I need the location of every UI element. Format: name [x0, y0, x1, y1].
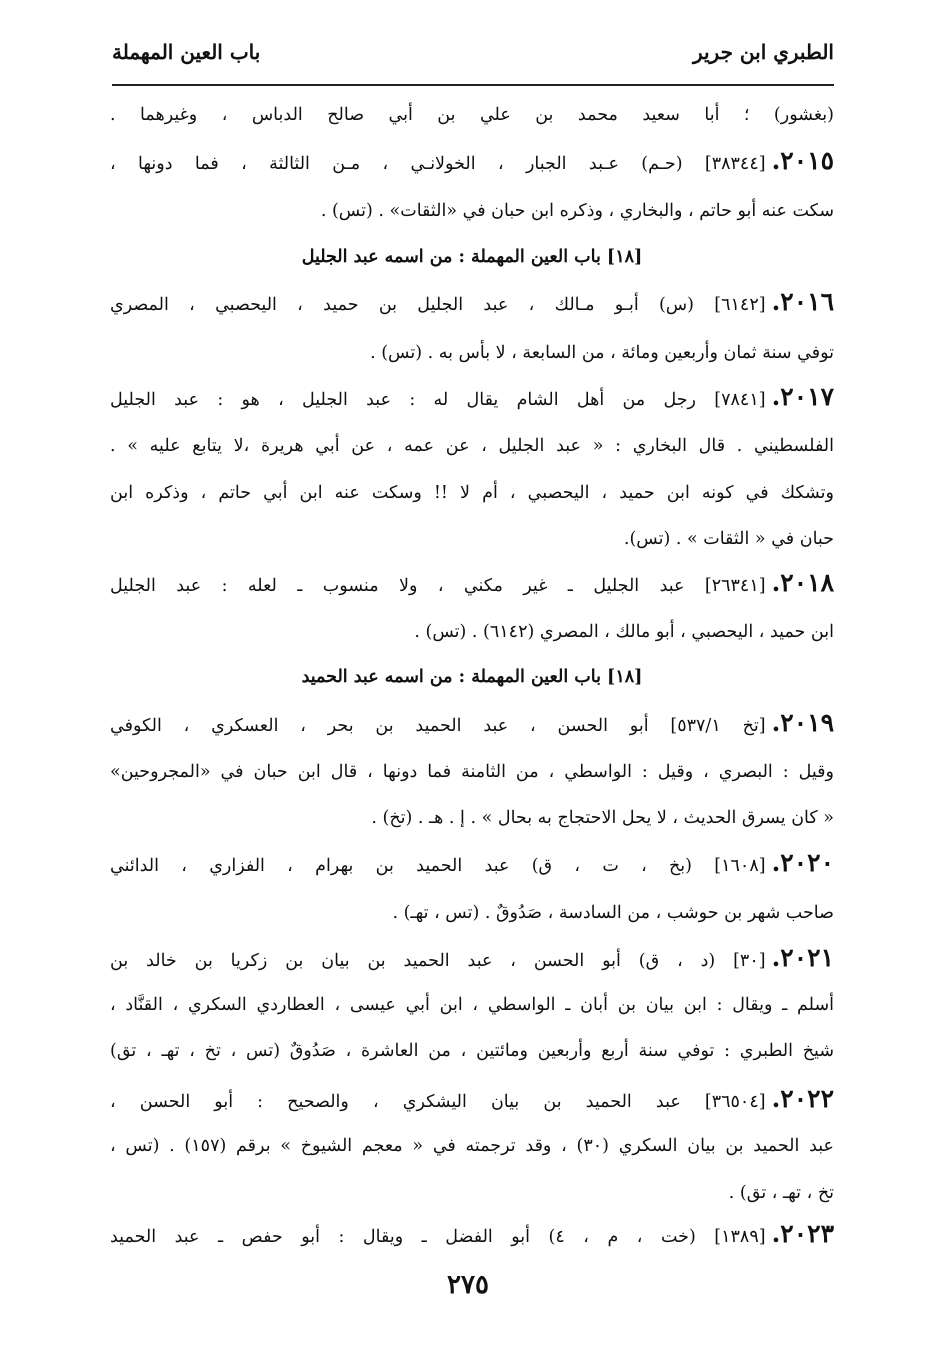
book-title: الطبري ابن جرير: [692, 40, 834, 64]
text-line: أسلم ـ ويقال : ابن بيان بن أبان ـ الواسطي ، ابن أبي عيسى ، العطاردي السكري ، القنَّاد ،: [110, 995, 834, 1015]
text-line: تخ ، تهـ ، تق) .: [728, 1183, 834, 1203]
chapter-title: باب العين المهملة: [112, 40, 261, 64]
entry-line: ٢٠١٩.[تخ ٥٣٧/١] أبو الحسن ، عبد الحميد بن بحر ، العسكري ، الكوفي: [110, 708, 834, 737]
entry-line: ٢٠١٦.[٦١٤٢] (س) أبـو مـالك ، عبد الجليل بن حميد ، اليحصبي ، المصري: [110, 287, 834, 316]
entry-number: ٢٠١٥.: [771, 146, 834, 175]
text-line: شيخ الطبري : توفي سنة أربع وأربعين ومائتين ، من العاشرة ، صَدُوقٌ (تس ، تخ ، تهـ ، تق): [110, 1041, 834, 1061]
entry-line: ٢٠٢١.[٣٠] (د ، ق) أبو الحسن ، عبد الحميد بن بيان بن زكريا بن خالد بن: [110, 943, 834, 972]
text-line: ابن حميد ، اليحصبي ، أبو مالك ، المصري (٦١٤٢) . (تس) .: [414, 622, 834, 642]
entry-number: ٢٠٢٢.: [771, 1084, 834, 1113]
entry-number: ٢٠٢٠.: [771, 848, 834, 877]
entry-number: ٢٠١٦.: [771, 287, 834, 316]
text-line: (بغشور) ؛ أبا سعيد محمد بن علي بن أبي صالح الدباس ، وغيرهما .: [110, 105, 834, 125]
entry-line: ٢٠١٥.[٣٨٣٤٤] (حـم) عـبد الجبار ، الخولانـي ، مـن الثالثة ، فما دونها ،: [110, 146, 834, 175]
entry-number: ٢٠٢٣.: [771, 1219, 834, 1248]
entry-number: ٢٠١٩.: [771, 708, 834, 737]
text-line: سكت عنه أبو حاتم ، والبخاري ، وذكره ابن حبان في «الثقات» . (تس) .: [320, 201, 834, 221]
entry-number: ٢٠١٨.: [771, 568, 834, 597]
section-heading: [١٨] باب العين المهملة : من اسمه عبد الجليل: [301, 247, 643, 267]
text-line: وقيل : البصري ، وقيل : الواسطي ، من الثامنة فما دونها ، قال ابن حبان في «المجروحين»: [110, 762, 834, 782]
text-line: حبان في « الثقات » . (تس).: [623, 529, 834, 549]
text-line: « كان يسرق الحديث ، لا يحل الاحتجاج به بحال » . إ . هـ . (تخ) .: [371, 808, 834, 828]
text-line: صاحب شهر بن حوشب ، من السادسة ، صَدُوقٌ . (تس ، تهـ) .: [392, 903, 834, 923]
entry-line: ٢٠١٨.[٢٦٣٤١] عبد الجليل ـ غير مكني ، ولا منسوب ـ لعله : عبد الجليل: [110, 568, 834, 597]
entry-number: ٢٠٢١.: [771, 943, 834, 972]
section-heading: [١٨] باب العين المهملة : من اسمه عبد الحميد: [301, 667, 643, 687]
text-line: عبد الحميد بن بيان السكري (٣٠) ، وقد ترجمته في « معجم الشيوخ » برقم (١٥٧) . (تس ،: [110, 1136, 834, 1156]
text-line: وتشكك في كونه ابن حميد ، اليحصبي ، أم لا !! وسكت عنه ابن أبي حاتم ، وذكره ابن: [110, 483, 834, 503]
text-line: الفلسطيني . قال البخاري : « عبد الجليل ، عن عمه ، عن أبي هريرة ،لا يتابع عليه » .: [110, 436, 834, 456]
text-line: توفي سنة ثمان وأربعين ومائة ، من السابعة ، لا بأس به . (تس) .: [370, 343, 834, 363]
entry-line: ٢٠٢٣.[١٣٨٩] (خت ، م ، ٤) أبو الفضل ـ ويقال : أبو حفص ـ عبد الحميد: [110, 1219, 834, 1248]
running-header: [112, 34, 834, 86]
entry-line: ٢٠١٧.[٧٨٤١] رجل من أهل الشام يقال له : عبد الجليل ، هو : عبد الجليل: [110, 382, 834, 411]
entry-number: ٢٠١٧.: [771, 382, 834, 411]
entry-line: ٢٠٢٢.[٣٦٥٠٤] عبد الحميد بن بيان اليشكري ، والصحيح : أبو الحسن ،: [110, 1084, 834, 1113]
entry-line: ٢٠٢٠.[١٦٠٨] (بخ ، ت ، ق) عبد الحميد بن بهرام ، الفزاري ، الدائني: [110, 848, 834, 877]
page-number: ٢٧٥: [447, 1270, 489, 1300]
